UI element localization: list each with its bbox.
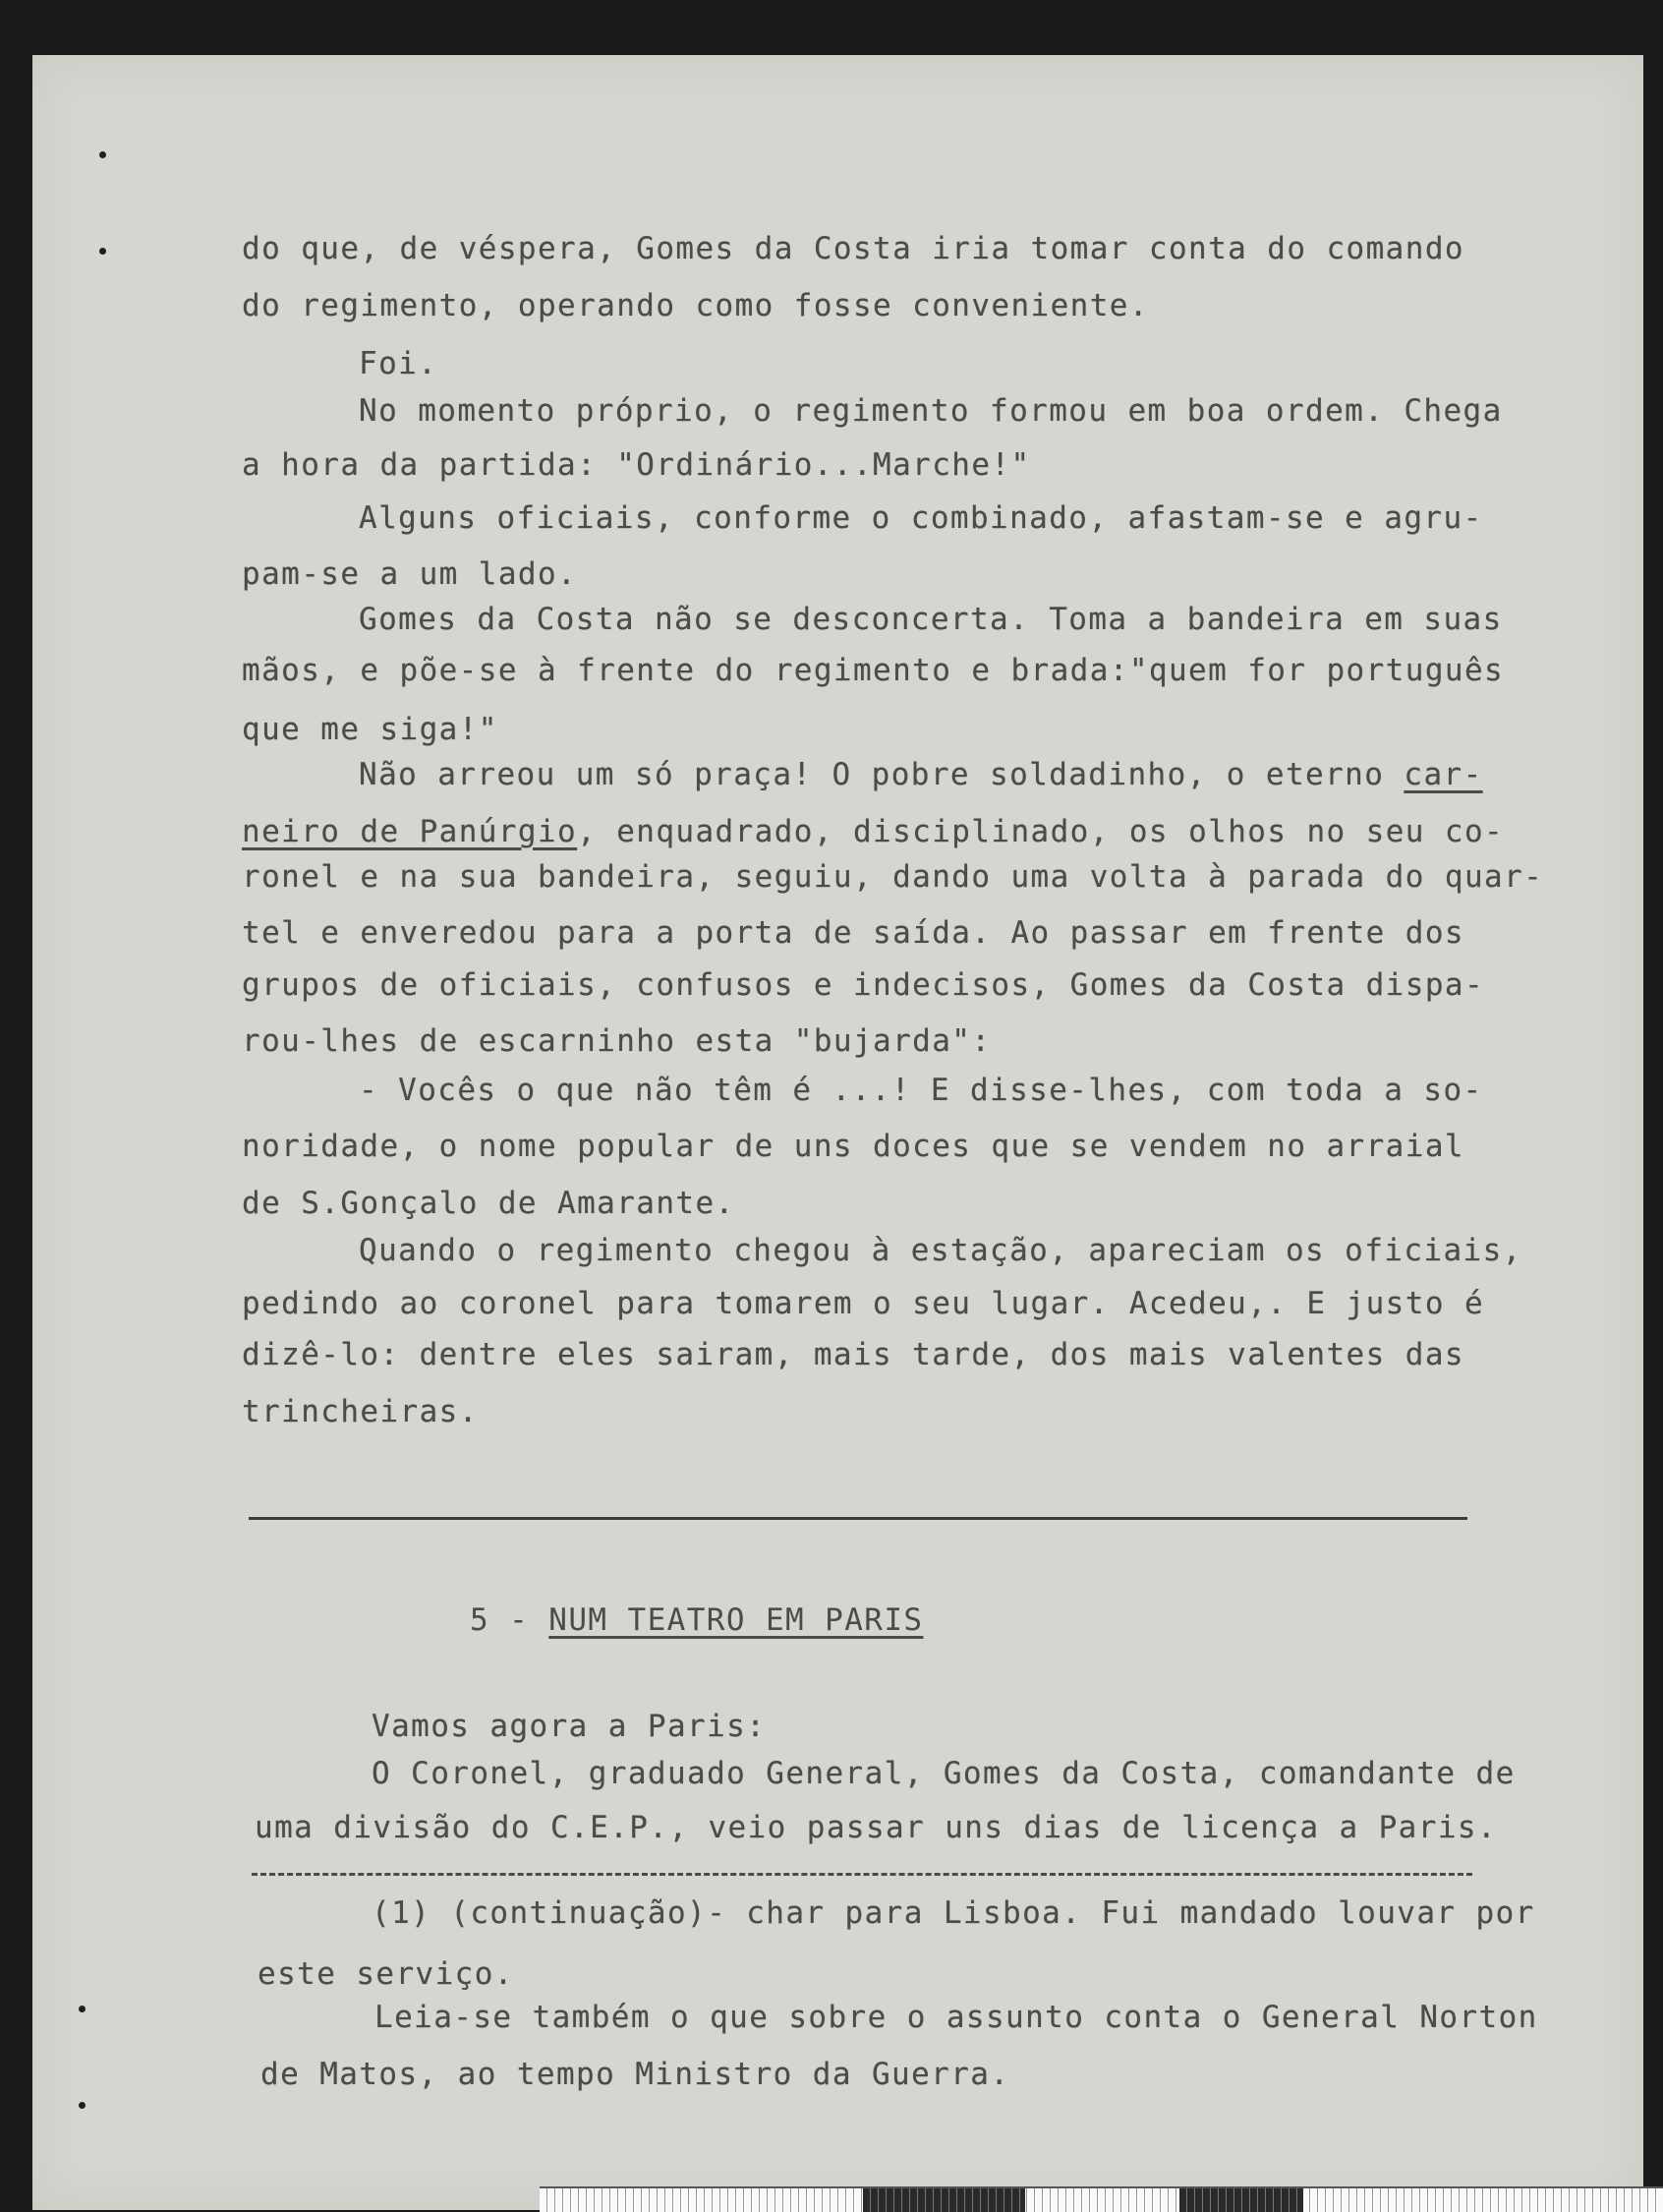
punch-hole [79,2102,86,2109]
text-line: dizê-lo: dentre eles sairam, mais tarde, dos mais valentes das [242,1337,1464,1372]
text-line: pedindo ao coronel para tomarem o seu lugar. Acedeu,. E justo é [242,1286,1485,1321]
text-line: rou-lhes de escarninho esta "bujarda": [242,1023,992,1059]
scale-ruler-dark-segment [863,2186,1025,2212]
underlined-text: car- [1404,757,1483,792]
text-fragment: , enquadrado, disciplinado, os olhos no seu co- [577,814,1505,849]
text-line: uma divisão do C.E.P., veio passar uns dias de licença a Paris. [255,1810,1498,1845]
text-line: Alguns oficiais, conforme o combinado, afastam-se e agru- [359,500,1483,536]
text-line: que me siga!" [242,712,498,747]
footnote-line: Leia-se também o que sobre o assunto conta o General Norton [374,2000,1538,2035]
text-line: trincheiras. [242,1394,479,1429]
text-line: O Coronel, graduado General, Gomes da Costa, comandante de [372,1756,1516,1791]
text-line: tel e enveredou para a porta de saída. Ao passar em frente dos [242,915,1464,951]
text-line: pam-se a um lado. [242,556,578,592]
footnote-line: este serviço. [258,1956,514,1992]
text-line: do regimento, operando como fosse conveniente. [242,288,1149,323]
text-line: ronel e na sua bandeira, seguiu, dando uma volta à parada do quar- [242,859,1544,895]
section-number: 5 - [470,1602,549,1638]
text-line: noridade, o nome popular de uns doces que se vendem no arraial [242,1129,1464,1164]
footnote-line: de Matos, ao tempo Ministro da Guerra. [260,2057,1010,2092]
scale-ruler [540,2186,1663,2212]
text-line: de S.Gonçalo de Amarante. [242,1186,735,1221]
section-divider [249,1517,1467,1520]
section-title: NUM TEATRO EM PARIS [548,1602,924,1638]
text-line [359,755,1483,794]
text-line [242,812,1504,851]
punch-hole [79,2006,86,2012]
text-line: Foi. [359,346,438,381]
scale-ruler-dark-segment [1179,2186,1303,2212]
text-line: a hora da partida: "Ordinário...Marche!" [242,447,1031,483]
text-line: Vamos agora a Paris: [372,1709,767,1744]
underlined-text: neiro de Panúrgio [242,814,578,849]
punch-hole [99,151,106,158]
punch-hole [99,248,106,255]
text-line: No momento próprio, o regimento formou em boa ordem. Chega [359,393,1503,429]
text-line: Quando o regimento chegou à estação, apareciam os oficiais, [359,1233,1522,1268]
text-line: mãos, e põe-se à frente do regimento e brada:"quem for português [242,653,1505,688]
section-heading [470,1601,923,1640]
footnote-line: (1) (continuação)- char para Lisboa. Fui mandado louvar por [372,1895,1535,1931]
footnote-separator [252,1873,1472,1876]
text-line: grupos de oficiais, confusos e indecisos, Gomes da Costa dispa- [242,967,1485,1003]
text-line: Gomes da Costa não se desconcerta. Toma a bandeira em suas [359,602,1503,637]
text-fragment: Não arreou um só praça! O pobre soldadinho, o eterno [359,757,1405,792]
text-line: do que, de véspera, Gomes da Costa iria tomar conta do comando [242,231,1464,266]
text-line: - Vocês o que não têm é ...! E disse-lhes, com toda a so- [359,1073,1483,1108]
